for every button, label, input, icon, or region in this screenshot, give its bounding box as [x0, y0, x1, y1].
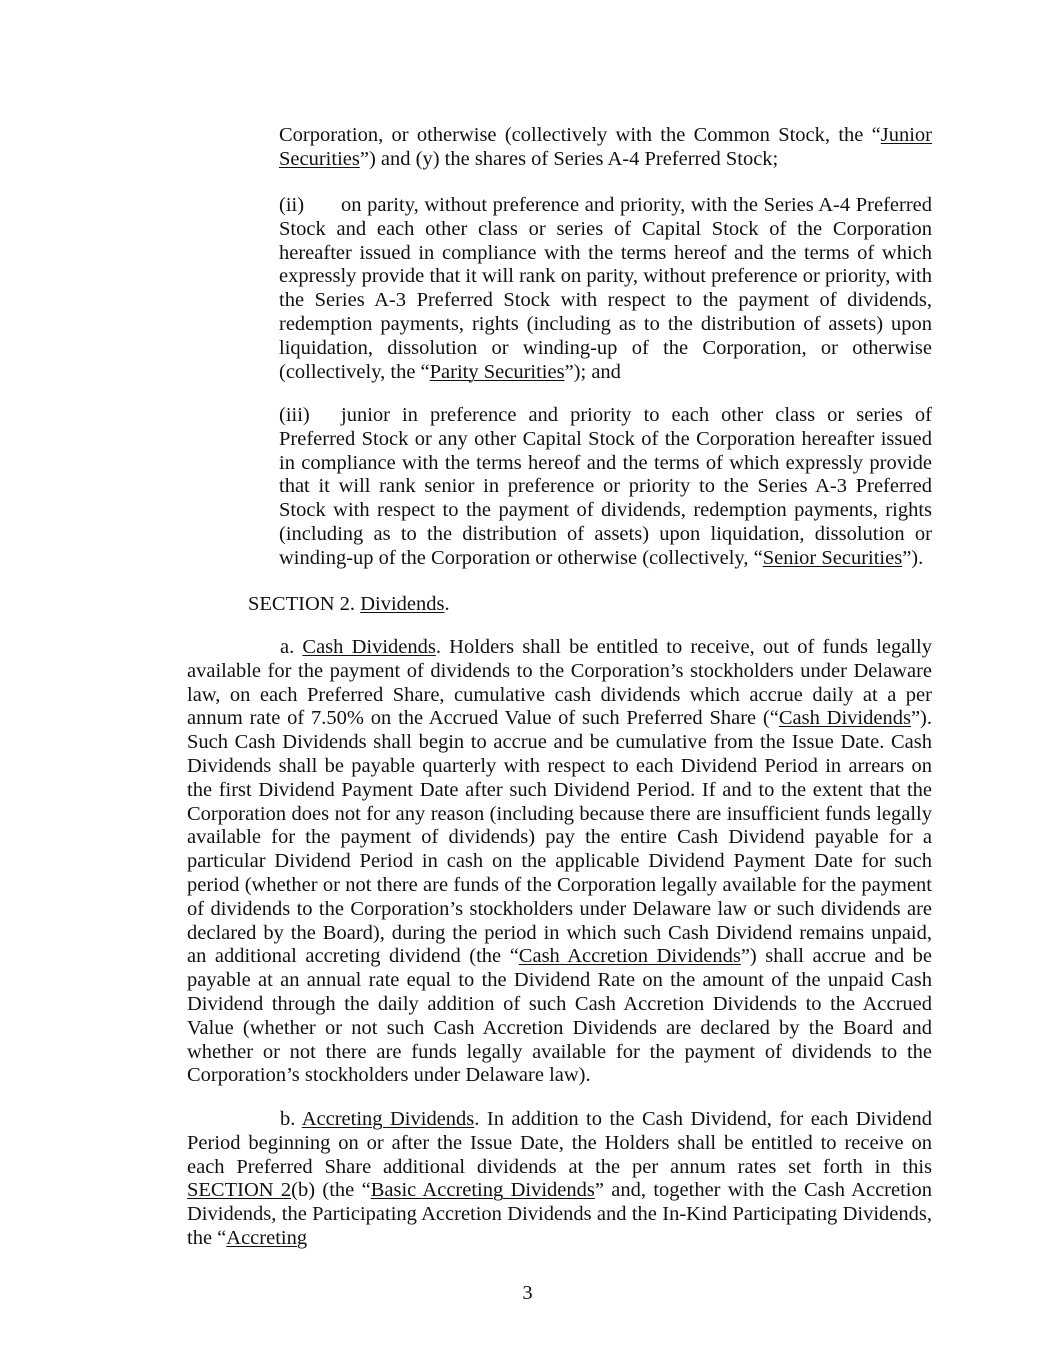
clause-i-continuation: Corporation, or otherwise (collectively with the Common Stock, the “Junior Securities”) and (y) the shares of Series A-4 Preferred Stock;: [279, 124, 932, 170]
defined-term-cash-dividends: Cash Dividends: [778, 707, 911, 730]
defined-term-accreting: Accreting: [226, 1226, 308, 1249]
cross-reference-section-2: SECTION 2: [187, 1179, 292, 1202]
paragraph-b-accreting-dividends: b. Accreting Dividends. In addition to the Cash Dividend, for each Dividend Period beginning on or after the Issue Date, the Holders shall be entitled to receive on each Preferred Share additional dividends at the per annum rates set forth in this SECTION 2(b) (the “Basic Accreting Dividends” and, together with the Cash Accretion Dividends, the Participating Accretion Dividends and the In-Kind Participating Dividends, the “Accreting: [187, 1108, 933, 1249]
paragraph-b-heading: Accreting Dividends: [301, 1108, 475, 1130]
paragraph-a-heading: Cash Dividends: [302, 636, 436, 658]
defined-term-junior-securities: Junior Securities: [279, 124, 932, 170]
page-number: 3: [522, 1282, 533, 1304]
clause-iii: (iii) junior in preference and priority to each other class or series of Preferred Stock or any other Capital Stock of the Corporation hereafter issued in compliance with the terms hereof and the terms of which expressly provide that it will rank senior in preference or priority to the Series A-3 Preferred Stock with respect to the payment of dividends, redemption payments, rights (including as to the distribution of assets) upon liquidation, dissolution or winding-up of the Corporation or otherwise (collectively, “Senior Securities”).: [279, 404, 932, 569]
paragraph-a-label: a.: [280, 636, 295, 658]
clause-iii-label: (iii): [279, 404, 310, 426]
section-2-title: Dividends: [360, 593, 445, 615]
defined-term-parity-securities: Parity Securities: [429, 360, 565, 383]
defined-term-cash-accretion-dividends: Cash Accretion Dividends: [518, 945, 741, 968]
defined-term-senior-securities: Senior Securities: [762, 546, 903, 569]
section-2-heading: SECTION 2. Dividends.: [248, 593, 450, 615]
clause-ii: (ii) on parity, without preference and priority, with the Series A-4 Preferred Stock and each other class or series of Capital Stock of the Corporation hereafter issued in compliance with the terms hereof and the terms of which expressly provide that it will rank on parity, without preference or priority, with the Series A-3 Preferred Stock with respect to the payment of dividends, redemption payments, rights (including as to the distribution of assets) upon liquidation, dissolution or winding-up of the Corporation, or otherwise (collectively, the “Parity Securities”); and: [279, 194, 932, 383]
defined-term-basic-accreting-dividends: Basic Accreting Dividends: [370, 1179, 595, 1202]
paragraph-a-cash-dividends: a. Cash Dividends. Holders shall be entitled to receive, out of funds legally available for the payment of dividends to the Corporation’s stockholders under Delaware law, on each Preferred Share, cumulative cash dividends which accrue daily at a per annum rate of 7.50% on the Accrued Value of such Preferred Share (“Cash Dividends”). Such Cash Dividends shall begin to accrue and be cumulative from the Issue Date. Cash Dividends shall be payable quarterly with respect to each Dividend Period in arrears on the first Dividend Payment Date after such Dividend Period. If and to the extent that the Corporation does not for any reason (including because there are insufficient funds legally available for the payment of dividends) pay the entire Cash Dividend payable for a particular Dividend Period in cash on the applicable Dividend Payment Date for such period (whether or not there are funds of the Corporation legally available for the payment of dividends to the Corporation’s stockholders under Delaware law or such dividends are declared by the Board), during the period in which such Cash Dividend remains unpaid, an additional accreting dividend (the “Cash Accretion Dividends”) shall accrue and be payable at an annual rate equal to the Dividend Rate on the amount of the unpaid Cash Dividend through the daily addition of such Cash Accretion Dividends to the Accrued Value (whether or not such Cash Accretion Dividends are declared by the Board and whether or not there are funds legally available for the payment of dividends to the Corporation’s stockholders under Delaware law).: [187, 636, 932, 1087]
clause-ii-label: (ii): [279, 194, 305, 216]
paragraph-b-label: b.: [280, 1108, 296, 1130]
